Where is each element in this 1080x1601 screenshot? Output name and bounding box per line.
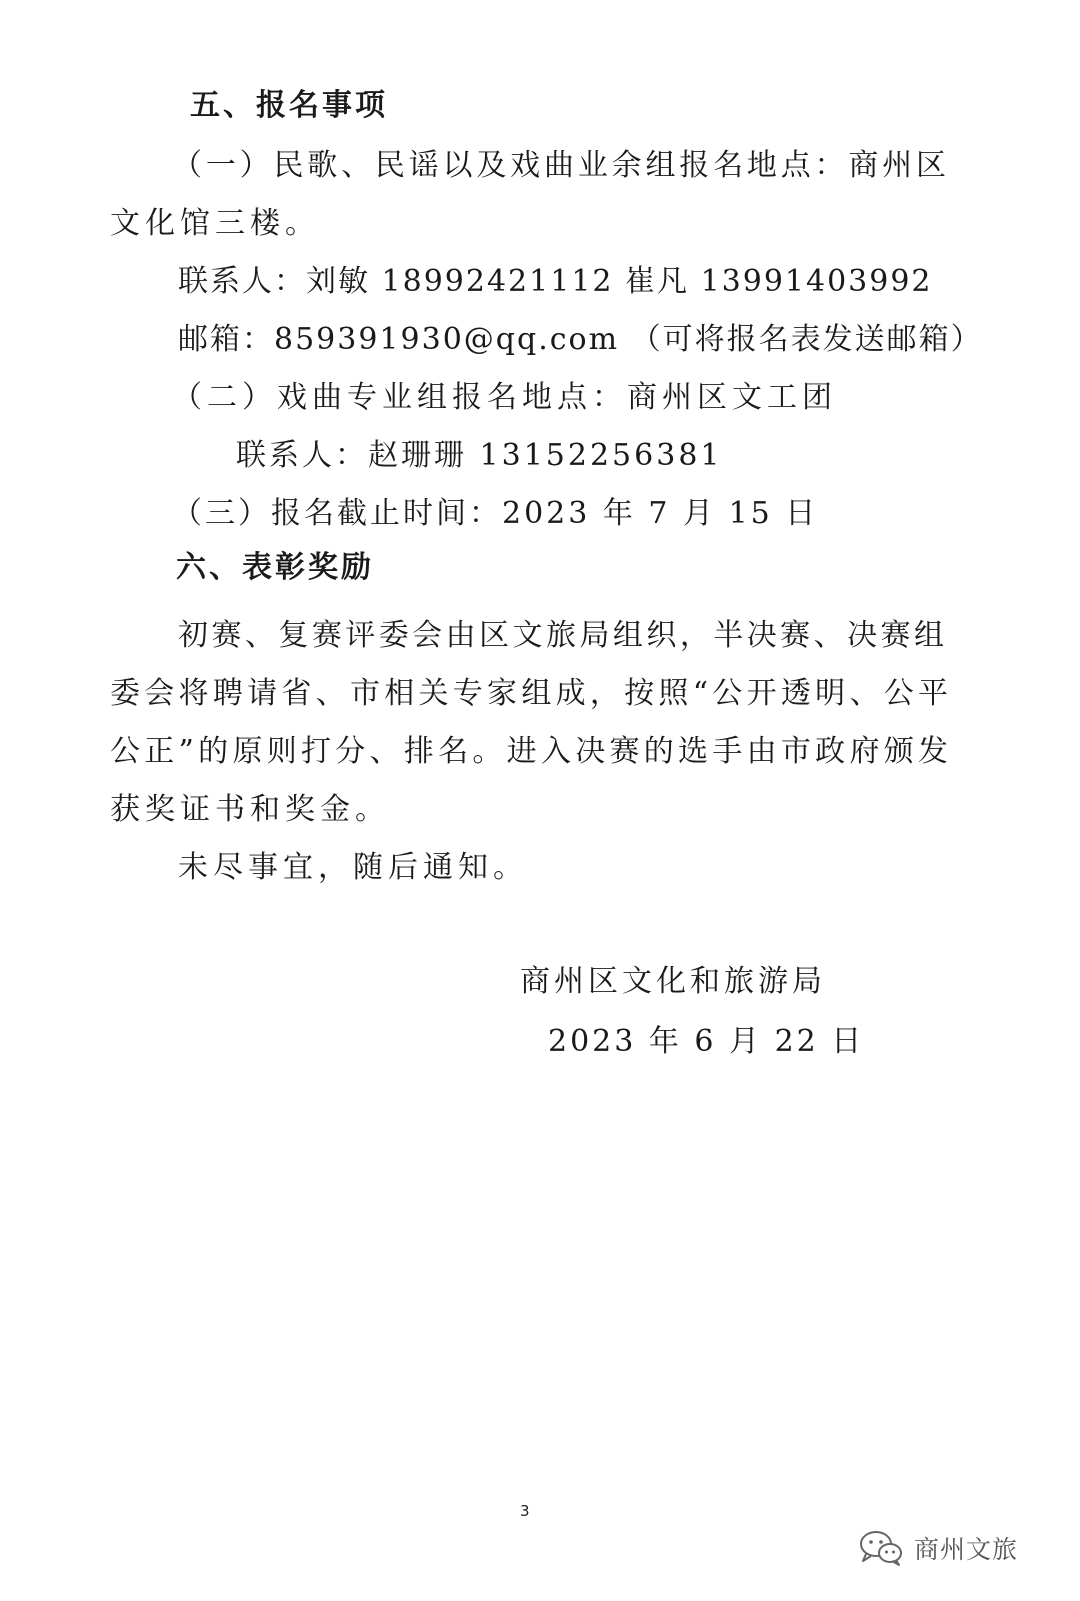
email-line: 邮箱：859391930@qq.com （可将报名表发送邮箱） bbox=[178, 322, 983, 357]
awards-paragraph-line-4: 获奖证书和奖金。 bbox=[110, 792, 390, 827]
signature-organization: 商州区文化和旅游局 bbox=[520, 964, 826, 999]
section-heading-awards: 六、表彰奖励 bbox=[176, 550, 374, 585]
watermark-text: 商州文旅 bbox=[914, 1535, 1019, 1564]
registration-item-1-line-2: 文化馆三楼。 bbox=[110, 206, 320, 241]
wechat-icon bbox=[858, 1528, 904, 1568]
watermark bbox=[858, 1528, 1018, 1568]
contact-professional: 联系人：赵珊珊 13152256381 bbox=[236, 438, 723, 473]
registration-item-2: （二）戏曲专业组报名地点：商州区文工团 bbox=[172, 380, 837, 415]
registration-item-1-line-1: （一）民歌、民谣以及戏曲业余组报名地点：商州区 bbox=[172, 148, 946, 183]
closing-note: 未尽事宜，随后通知。 bbox=[178, 850, 528, 885]
contact-amateur: 联系人：刘敏 18992421112 崔凡 13991403992 bbox=[178, 264, 933, 299]
awards-paragraph-line-2: 委会将聘请省、市相关专家组成，按照“公开透明、公平 bbox=[110, 676, 948, 711]
section-heading-registration: 五、报名事项 bbox=[190, 88, 388, 123]
awards-paragraph-line-3: 公正”的原则打分、排名。进入决赛的选手由市政府颁发 bbox=[110, 734, 948, 769]
page-number: 3 bbox=[520, 1502, 530, 1520]
awards-paragraph-line-1: 初赛、复赛评委会由区文旅局组织，半决赛、决赛组 bbox=[178, 618, 944, 653]
registration-deadline: （三）报名截止时间：2023 年 7 月 15 日 bbox=[172, 496, 819, 531]
signature-date: 2023 年 6 月 22 日 bbox=[548, 1024, 865, 1059]
